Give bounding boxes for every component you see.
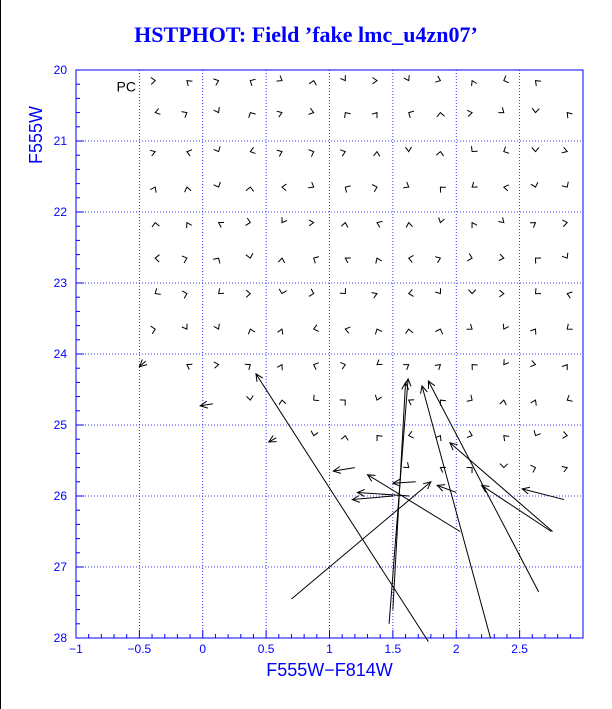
vector-mark <box>246 218 251 225</box>
vector-mark <box>277 76 283 82</box>
vector-mark <box>314 257 319 264</box>
displacement-arrow <box>450 443 553 532</box>
displacement-arrow <box>522 487 564 499</box>
vector-mark <box>498 217 503 222</box>
y-tick-label: 23 <box>53 276 67 290</box>
x-tick-label: −1 <box>69 642 83 656</box>
vector-mark <box>406 147 412 152</box>
vector-mark <box>314 363 319 370</box>
vector-mark <box>562 467 567 473</box>
vector-mark <box>345 113 351 118</box>
vector-mark <box>214 107 220 113</box>
vector-mark <box>150 187 156 193</box>
vector-mark <box>504 359 509 364</box>
x-axis-label: F555W−F814W <box>266 660 393 680</box>
vector-mark <box>309 289 314 297</box>
vector-mark <box>536 288 542 293</box>
vector-mark <box>504 436 509 442</box>
y-tick-label: 24 <box>53 347 67 361</box>
displacement-arrow <box>333 467 355 474</box>
y-tick-label: 27 <box>53 560 67 574</box>
vector-mark <box>504 185 509 191</box>
vector-mark <box>532 147 539 151</box>
vector-mark <box>340 362 345 369</box>
vector-mark <box>531 400 537 406</box>
vector-mark <box>278 258 285 263</box>
vector-mark <box>562 182 569 187</box>
vector-mark <box>374 152 380 157</box>
vector-mark <box>182 112 187 118</box>
vector-mark <box>439 217 445 222</box>
vector-mark <box>472 81 477 87</box>
displacement-arrow <box>139 359 147 366</box>
vector-mark <box>498 107 504 112</box>
vector-mark <box>409 400 415 405</box>
chart-title: HSTPHOT: Field ’fake lmc_u4zn07’ <box>134 22 478 47</box>
vector-mark <box>372 185 377 192</box>
vector-mark <box>245 364 251 370</box>
vector-mark <box>436 152 443 157</box>
vector-mark <box>377 436 383 442</box>
vector-mark <box>435 76 440 82</box>
panel-label: PC <box>116 78 137 95</box>
vector-mark <box>530 361 535 367</box>
vector-mark <box>403 462 409 467</box>
vector-mark <box>248 329 255 334</box>
vector-mark <box>437 113 445 117</box>
vector-mark <box>467 324 473 329</box>
vector-mark <box>345 186 350 193</box>
vector-mark <box>440 187 446 193</box>
vector-mark <box>341 436 348 441</box>
vector-mark <box>341 223 348 228</box>
vector-mark <box>309 81 316 86</box>
vector-mark <box>567 324 573 330</box>
vector-mark <box>277 150 282 156</box>
vector-layer <box>139 75 572 641</box>
ticks-layer <box>54 63 571 656</box>
vector-mark <box>151 77 155 84</box>
vector-mark <box>567 395 572 401</box>
displacement-arrow <box>482 485 552 531</box>
vector-mark <box>309 220 314 226</box>
y-tick-label: 25 <box>53 418 67 432</box>
x-tick-label: 0.5 <box>257 642 275 656</box>
vector-mark <box>182 291 187 299</box>
vector-mark <box>150 150 155 156</box>
vector-mark <box>377 221 382 227</box>
y-tick-label: 20 <box>53 63 67 77</box>
vector-mark <box>531 182 538 187</box>
vector-mark <box>562 432 567 439</box>
vector-mark <box>536 81 541 87</box>
vector-mark <box>372 293 377 299</box>
y-tick-label: 26 <box>53 489 67 503</box>
vector-mark <box>155 108 160 114</box>
vector-mark <box>282 184 287 191</box>
x-tick-label: 2.5 <box>511 642 528 656</box>
vector-mark <box>376 258 382 263</box>
vector-mark <box>249 113 256 118</box>
vector-mark <box>277 365 282 371</box>
vector-mark <box>187 150 192 156</box>
vector-mark <box>340 75 345 80</box>
y-tick-label: 21 <box>53 134 67 148</box>
vector-mark <box>314 325 319 332</box>
vector-mark <box>467 431 472 438</box>
vector-mark <box>435 329 442 334</box>
vector-mark <box>403 365 409 370</box>
vector-mark <box>536 258 542 264</box>
vector-mark <box>435 257 440 263</box>
vector-mark <box>409 111 414 118</box>
vector-mark <box>246 290 250 297</box>
vector-mark <box>187 223 192 229</box>
vector-mark <box>309 150 314 157</box>
vector-mark <box>279 289 287 294</box>
vector-mark <box>214 182 221 187</box>
vector-mark <box>373 78 378 84</box>
vector-mark <box>406 329 413 334</box>
vector-mark <box>340 150 345 156</box>
vector-mark <box>309 108 314 114</box>
vector-mark <box>372 113 377 119</box>
vector-mark <box>504 147 509 154</box>
vector-mark <box>282 217 287 222</box>
vector-mark <box>187 364 193 369</box>
vector-mark <box>500 400 507 405</box>
vector-mark <box>214 362 219 368</box>
vector-mark <box>406 223 412 228</box>
vector-mark <box>213 79 218 86</box>
vector-mark <box>472 182 478 187</box>
vector-mark <box>530 223 536 228</box>
vector-mark <box>279 400 286 405</box>
vector-mark <box>182 256 187 263</box>
vector-mark <box>152 223 160 228</box>
vector-mark <box>340 288 346 293</box>
y-axis-label: F555W <box>26 105 46 165</box>
vector-mark <box>277 111 282 117</box>
vector-mark <box>472 146 478 151</box>
vector-mark <box>472 365 478 371</box>
displacement-arrow <box>393 479 416 486</box>
vector-mark <box>219 288 225 293</box>
vector-mark <box>213 258 220 263</box>
vector-mark <box>534 430 541 435</box>
label-layer <box>26 78 393 680</box>
vector-mark <box>435 365 440 370</box>
vector-mark <box>246 396 253 401</box>
vector-mark <box>435 288 440 293</box>
x-tick-label: 0 <box>199 642 207 656</box>
displacement-arrow <box>437 485 456 493</box>
vector-mark <box>404 75 409 80</box>
vector-mark <box>499 290 503 297</box>
vector-mark <box>308 182 314 188</box>
vector-mark <box>375 395 381 400</box>
vector-mark <box>345 258 351 263</box>
vector-mark <box>155 288 161 294</box>
displacement-arrow <box>200 401 213 408</box>
vector-mark <box>246 187 254 191</box>
vector-mark <box>562 253 568 258</box>
x-tick-label: −0.5 <box>127 642 152 656</box>
vector-mark <box>311 431 318 436</box>
vector-mark <box>187 81 193 86</box>
vector-mark <box>345 327 350 333</box>
vector-mark <box>562 220 567 227</box>
vector-mark <box>562 147 567 153</box>
vector-mark <box>278 329 283 335</box>
vector-mark <box>250 147 255 153</box>
x-tick-label: 1.5 <box>384 642 402 656</box>
y-tick-label: 28 <box>53 631 67 645</box>
vector-mark <box>375 329 382 334</box>
vector-mark <box>467 468 473 474</box>
vector-mark <box>246 253 253 258</box>
vector-mark <box>468 290 475 294</box>
x-tick-label: 1 <box>326 642 333 656</box>
vector-mark <box>409 431 414 438</box>
vector-mark <box>532 108 539 112</box>
vector-mark <box>214 324 220 329</box>
x-tick-label: 2 <box>452 642 460 656</box>
vector-mark <box>562 365 567 371</box>
vector-mark <box>472 223 477 229</box>
vector-mark <box>151 326 156 334</box>
vector-mark <box>467 395 472 402</box>
vector-mark <box>467 253 472 261</box>
vector-mark <box>503 324 508 329</box>
vector-mark <box>185 187 192 192</box>
vector-mark <box>409 255 414 262</box>
vector-mark <box>467 110 472 116</box>
vector-mark <box>409 290 414 297</box>
vector-mark <box>567 113 572 119</box>
displacement-arrow <box>291 482 430 599</box>
displacement-arrow <box>352 496 393 503</box>
vector-mark <box>500 464 508 468</box>
vector-mark <box>314 395 319 401</box>
vector-mark <box>530 329 536 335</box>
vector-mark <box>250 79 255 86</box>
vector-mark <box>219 222 225 227</box>
vector-mark <box>504 76 509 83</box>
vector-mark <box>499 254 504 261</box>
vector-mark <box>377 360 383 365</box>
vector-mark <box>214 146 221 151</box>
displacement-arrow <box>269 436 277 443</box>
vector-mark <box>340 400 346 406</box>
vector-mark <box>182 324 187 329</box>
displacement-arrow <box>421 386 491 638</box>
displacement-arrow <box>256 374 428 642</box>
vector-mark <box>403 182 408 188</box>
vector-mark <box>531 465 536 472</box>
vector-mark <box>567 292 572 298</box>
y-tick-label: 22 <box>53 205 67 219</box>
vector-mark <box>155 255 159 262</box>
